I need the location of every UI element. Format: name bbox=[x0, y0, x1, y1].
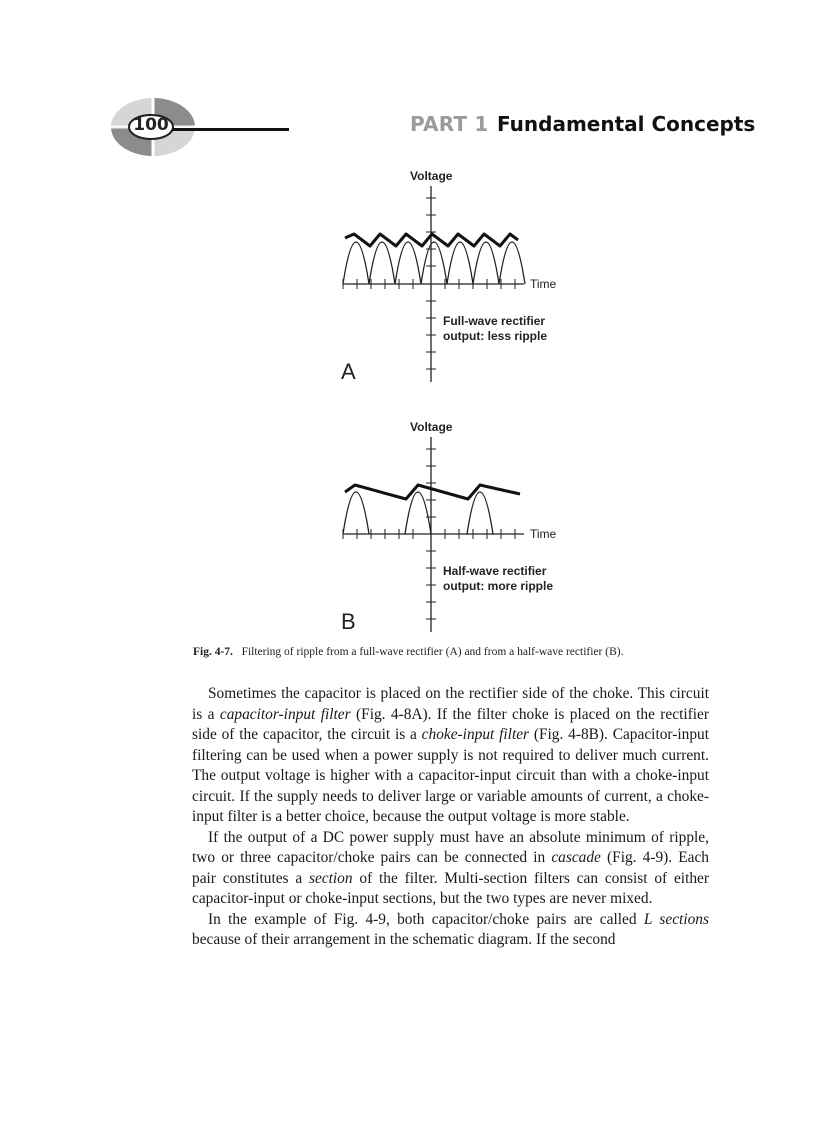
paragraph-3 bbox=[192, 910, 709, 951]
panel-b-note-line-2: output: more ripple bbox=[443, 579, 553, 593]
caption-text: Filtering of ripple from a full-wave rectifier (A) and from a half-wave rectifier (B). bbox=[241, 646, 624, 658]
ripple-diagram bbox=[0, 160, 816, 640]
p2-text-a: If the output of a DC power supply must have an absolute minimum of ripple, two or three capacitor/choke pairs can be connected in bbox=[192, 828, 709, 866]
panel-a-y-axis-label: Voltage bbox=[410, 169, 453, 183]
panel-a-note-line-2: output: less ripple bbox=[443, 329, 548, 343]
term-choke-input-filter: choke-input filter bbox=[421, 726, 530, 743]
panel-a-note-line-1: Full-wave rectifier bbox=[443, 314, 546, 328]
p3-text-a: In the example of Fig. 4-9, both capacitor/choke pairs are called bbox=[208, 910, 644, 928]
paragraph-2 bbox=[192, 828, 709, 910]
part-label: PART 1 bbox=[410, 112, 489, 136]
term-capacitor-input-filter: capacitor-input filter bbox=[219, 705, 351, 723]
figure-4-7 bbox=[0, 160, 816, 640]
chapter-title: Fundamental Concepts bbox=[497, 112, 756, 136]
panel-a-letter: A bbox=[341, 359, 356, 384]
panel-b-x-axis-label: Time bbox=[530, 527, 557, 541]
body-text bbox=[192, 684, 709, 951]
p3-text-c: because of their arrangement in the schematic diagram. If the second bbox=[192, 931, 616, 948]
term-l-sections: L sections bbox=[643, 910, 709, 928]
p2-text-e: of the filter. Multi-section filters can consist of either capacitor-input or choke-input sections, but the two types are never mixed. bbox=[192, 869, 710, 907]
p1-text-a: Sometimes the capacitor is placed on the rectifier side of the choke. This circuit is a bbox=[192, 685, 709, 723]
p2-text-c: (Fig. 4-9). Each pair constitutes a bbox=[192, 849, 709, 887]
panel-b-filtered-output bbox=[345, 485, 520, 499]
panel-a-x-axis-label: Time bbox=[530, 277, 557, 291]
p1-text-e: (Fig. 4-8B). Capacitor-input filtering can be used when a power supply is not required to deliver much current. The output voltage is higher with a capacitor-input circuit than with a choke-input circuit. If the supply needs to deliver large or variable amounts of current, a choke-input filter is a better choice, because the output voltage is more stable. bbox=[192, 726, 709, 825]
panel-b-letter: B bbox=[341, 609, 356, 634]
header-rule bbox=[172, 128, 289, 131]
term-cascade: cascade bbox=[551, 849, 601, 866]
panel-a bbox=[341, 169, 557, 384]
panel-b-note-line-1: Half-wave rectifier bbox=[443, 564, 547, 578]
term-section: section bbox=[308, 869, 353, 887]
figure-caption bbox=[193, 646, 713, 658]
caption-label: Fig. 4-7. bbox=[193, 646, 233, 658]
page-number: 100 bbox=[133, 115, 169, 135]
panel-b-y-axis-label: Voltage bbox=[410, 420, 453, 434]
paragraph-1 bbox=[192, 684, 709, 828]
panel-b bbox=[341, 420, 557, 634]
p1-text-c: (Fig. 4-8A). If the filter choke is placed on the rectifier side of the capacitor, the circuit is a bbox=[192, 705, 709, 743]
panel-a-rectified-wave bbox=[343, 242, 525, 284]
